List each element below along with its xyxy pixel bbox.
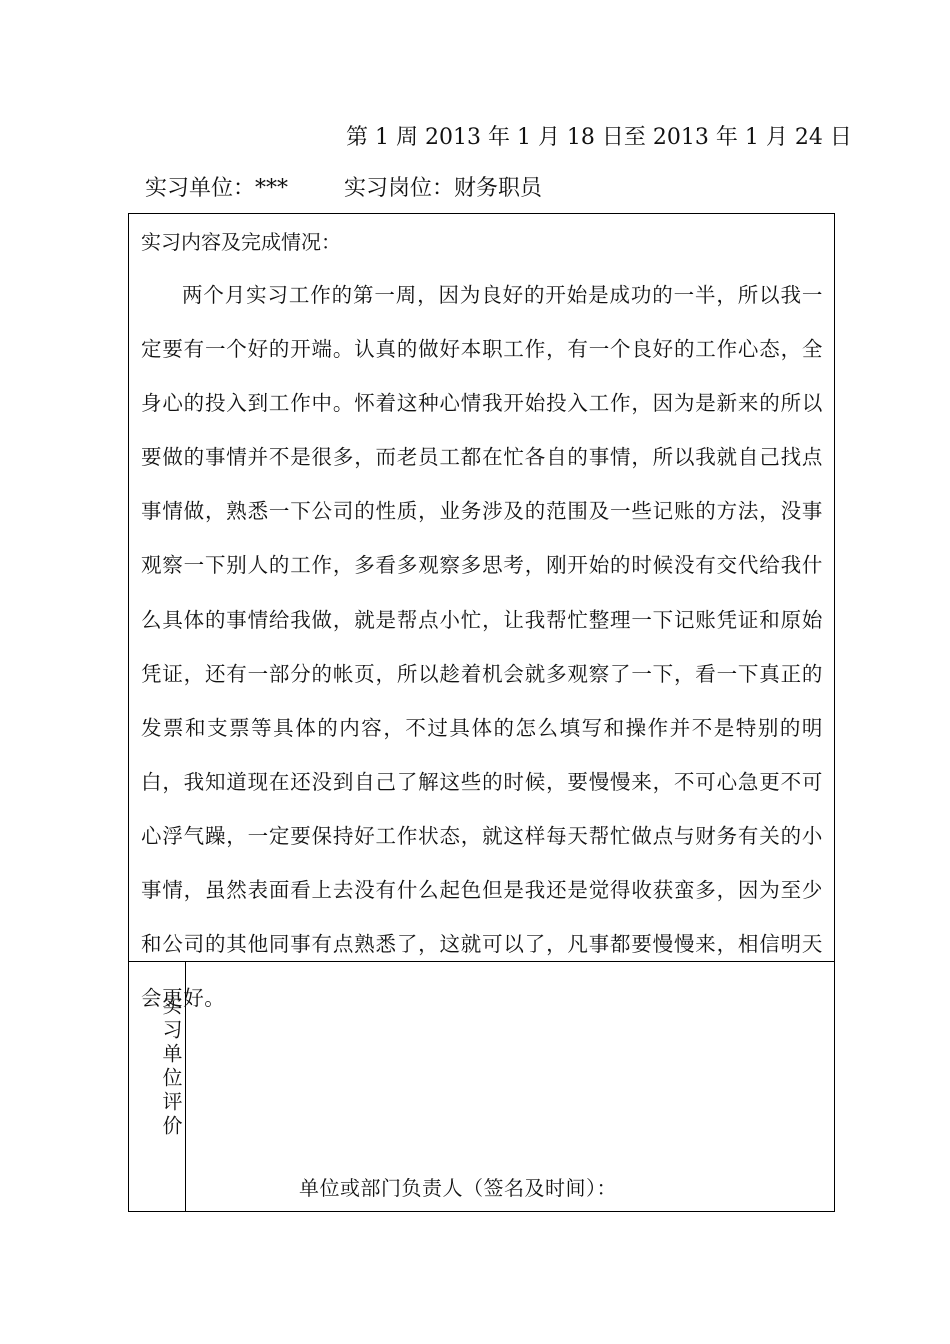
unit-post-line bbox=[145, 171, 542, 202]
week-range: 第 1 周 2013 年 1 月 18 日至 2013 年 1 月 24 日 bbox=[346, 125, 852, 150]
content-body: 两个月实习工作的第一周，因为良好的开始是成功的一半，所以我一定要有一个好的开端。认真的做好本职工作，有一个良好的工作心态，全身心的投入到工作中。怀着这种心情我开始投入工作，因为是新来的所以要做的事情并不是很多，而老员工都在忙各自的事情，所以我就自己找点事情做，熟悉一下公司的性质，业务涉及的范围及一些记账的方法，没事观察一下别人的工作，多看多观察多思考，刚开始的时候没有交代给我什么具体的事情给我做，就是帮点小忙，让我帮忙整理一下记账凭证和原始凭证，还有一部分的帐页，所以趁着机会就多观察了一下，看一下真正的发票和支票等具体的内容，不过具体的怎么填写和操作并不是特别的明白，我知道现在还没到自己了解这些的时候，要慢慢来，不可心急更不可心浮气躁，一定要保持好工作状态，就这样每天帮忙做点与财务有关的小事情，虽然表面看上去没有什么起色但是我还是觉得收获蛮多，因为至少和公司的其他同事有点熟悉了，这就可以了，凡事都要慢慢来，相信明天会更好。 bbox=[141, 283, 823, 1011]
evaluation-label-cell bbox=[129, 962, 186, 1211]
internship-unit: 实习单位：*** bbox=[145, 176, 289, 201]
evaluation-content-cell bbox=[186, 962, 834, 1211]
internship-post: 实习岗位：财务职员 bbox=[344, 176, 543, 201]
internship-form-table bbox=[128, 213, 835, 1212]
signature-prompt: 单位或部门负责人（签名及时间）： bbox=[299, 1176, 617, 1200]
content-cell bbox=[129, 214, 834, 1011]
evaluation-label: 实习单位评价 bbox=[159, 995, 183, 1139]
content-heading: 实习内容及完成情况： bbox=[141, 230, 341, 254]
